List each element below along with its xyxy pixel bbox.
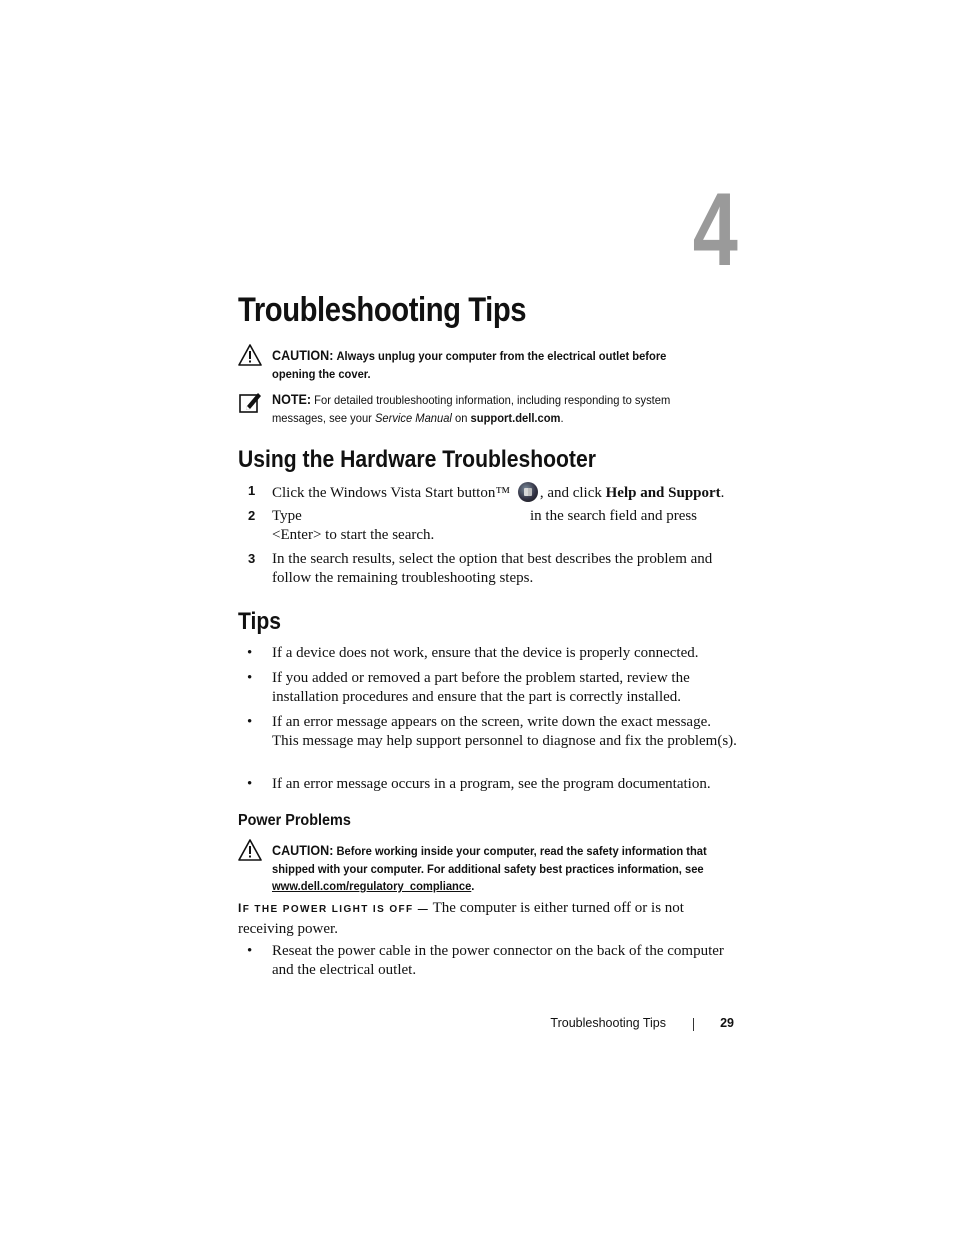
condition-rest: F THE POWER LIGHT IS OFF — xyxy=(242,904,430,915)
service-manual-title: Service Manual xyxy=(374,410,452,425)
step-text: In the search results, select the option that best describes the problem and follow the remaining troubleshooting steps. xyxy=(272,551,713,586)
bullet: • xyxy=(247,670,253,686)
note-text xyxy=(272,391,709,427)
tip-text: If a device does not work, ensure that the device is properly connected. xyxy=(272,645,699,661)
step-number: 1 xyxy=(248,483,256,498)
windows-start-button-icon xyxy=(518,482,538,502)
caution-triangle-icon xyxy=(238,344,262,366)
note-body: For detailed troubleshooting information, including responding to system messages, see your xyxy=(272,393,671,425)
caution-triangle-icon xyxy=(238,839,262,861)
condition-cap: I xyxy=(238,901,243,915)
step-text xyxy=(272,507,738,544)
step-1-text-end: . xyxy=(720,485,725,501)
caution-label: CAUTION: xyxy=(272,348,334,363)
step-1-text: Click the Windows Vista Start button™ xyxy=(272,485,511,501)
bullet: • xyxy=(247,645,253,661)
caution-body: Before working inside your computer, read the safety information that shipped with your computer. For additional safety best practices information, see xyxy=(272,844,707,876)
help-and-support-link: Help and Support xyxy=(605,485,721,501)
regulatory-compliance-link[interactable]: www.dell.com/regulatory_compliance xyxy=(272,879,472,893)
tips-heading: Tips xyxy=(238,608,282,635)
caution-label: CAUTION: xyxy=(272,843,334,858)
tip-text: If an error message occurs in a program, see the program documentation. xyxy=(272,776,711,792)
step-3 xyxy=(238,550,738,590)
note-body-mid: on xyxy=(455,410,468,425)
bullet: • xyxy=(247,943,253,959)
hardware-troubleshooter-heading: Using the Hardware Troubleshooter xyxy=(238,446,596,473)
bullet: • xyxy=(247,714,253,730)
caution-text xyxy=(272,347,709,383)
caution-notice xyxy=(238,344,738,384)
bullet: • xyxy=(247,776,253,792)
tip-text: If an error message appears on the screen, write down the exact message. This message may help support personnel to diagnose and fix the problem(s). xyxy=(272,714,737,749)
step-text xyxy=(272,482,738,503)
power-tip-text: Reseat the power cable in the power connector on the back of the computer and the electrical outlet. xyxy=(272,943,724,978)
document-page xyxy=(238,0,738,1235)
step-1-text-mid: , and click xyxy=(539,485,602,501)
caution-body-end: . xyxy=(471,879,475,893)
page-footer xyxy=(238,1016,738,1036)
caution-body: Always unplug your computer from the electrical outlet before opening the cover. xyxy=(272,349,667,381)
note-pencil-icon xyxy=(238,391,262,413)
step-1 xyxy=(238,482,738,502)
note-label: NOTE: xyxy=(272,392,312,407)
footer-section-title: Troubleshooting Tips xyxy=(550,1016,666,1030)
page-number: 29 xyxy=(720,1016,734,1030)
page-title: Troubleshooting Tips xyxy=(238,291,527,329)
chapter-number: 4 xyxy=(692,172,738,288)
footer-separator xyxy=(693,1018,694,1031)
caution-notice xyxy=(238,839,738,893)
condition-label xyxy=(238,901,430,915)
step-2-search-field: in the search field and press xyxy=(530,508,698,524)
power-problems-heading: Power Problems xyxy=(238,812,351,829)
condition-text: The computer is either turned off or is not receiving power. xyxy=(238,900,684,937)
support-site: support.dell.com xyxy=(470,410,561,425)
step-2-type: Type xyxy=(272,508,302,524)
note-body-end: . xyxy=(560,410,564,425)
caution-text xyxy=(272,842,709,896)
power-light-off-paragraph xyxy=(238,899,738,938)
step-number: 2 xyxy=(248,508,256,523)
note-notice xyxy=(238,389,738,429)
step-2 xyxy=(238,507,738,547)
step-2-line2: <Enter> to start the search. xyxy=(272,526,435,543)
step-number: 3 xyxy=(248,551,256,566)
tip-text: If you added or removed a part before the problem started, review the installation procedures and ensure that the part is correctly installed. xyxy=(272,670,690,705)
